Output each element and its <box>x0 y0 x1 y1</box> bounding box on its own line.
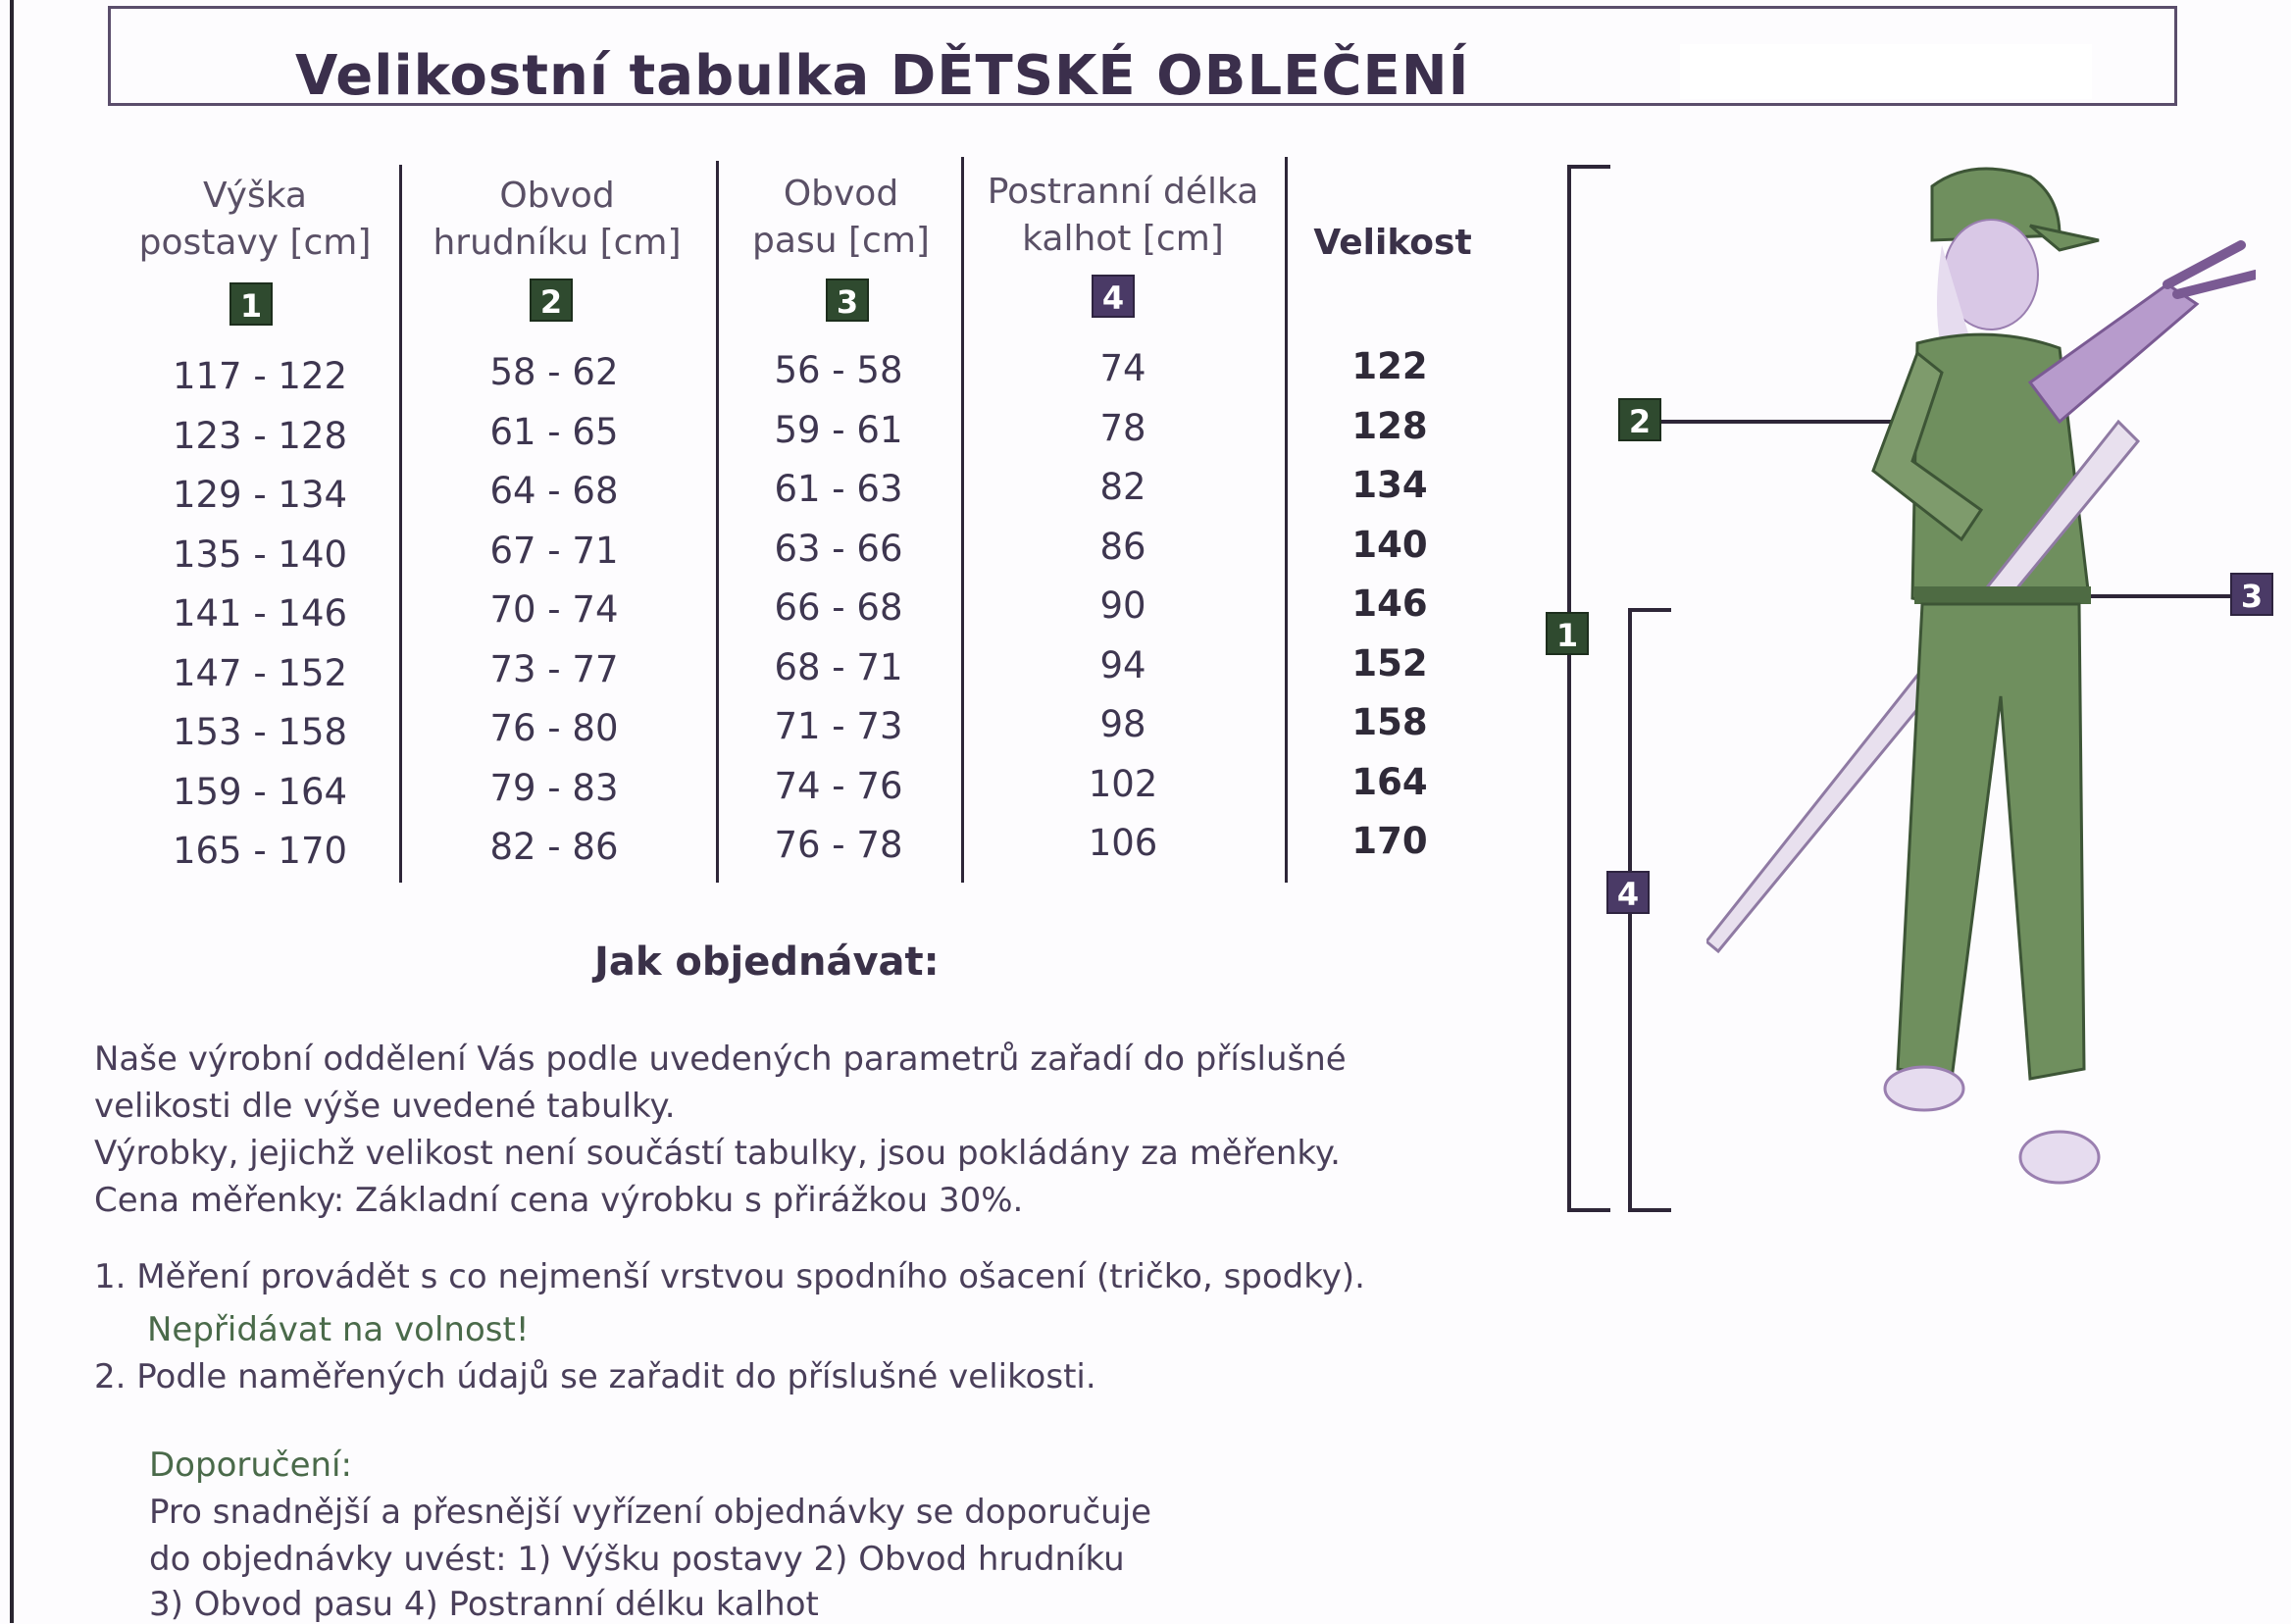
table-cell: 164 <box>1351 760 1428 803</box>
table-cell: 129 - 134 <box>172 474 348 516</box>
child-figure <box>1706 147 2256 1216</box>
marker-2: 2 <box>1618 398 1661 441</box>
table-cell: 128 <box>1351 404 1428 447</box>
table-cell: 74 <box>1099 347 1146 389</box>
column-waist <box>726 341 951 876</box>
header-line: postavy [cm] <box>138 223 372 263</box>
table-cell: 59 - 61 <box>774 408 903 451</box>
table-cell: 122 <box>1351 345 1428 387</box>
table-cell: 74 - 76 <box>774 764 903 807</box>
table-cell: 79 - 83 <box>489 766 619 809</box>
title-box <box>108 6 2177 106</box>
table-cell: 70 - 74 <box>489 588 619 631</box>
table-cell: 67 - 71 <box>489 529 619 572</box>
marker-3: 3 <box>2230 573 2273 616</box>
table-cell: 90 <box>1099 584 1146 627</box>
header-line: pasu [cm] <box>752 221 930 261</box>
column-height <box>147 347 373 882</box>
recommendation-line: do objednávky uvést: 1) Výšku postavy 2) Obvod hrudníku <box>149 1540 1125 1579</box>
header-line: Velikost <box>1313 223 1472 263</box>
table-cell: 159 - 164 <box>172 770 348 813</box>
header-height <box>118 173 392 267</box>
marker-4: 4 <box>1606 871 1650 914</box>
header-line: Postranní délka <box>987 172 1259 212</box>
order-line: Naše výrobní oddělení Vás podle uvedených parametrů zařadí do příslušné <box>94 1040 1347 1079</box>
table-cell: 123 - 128 <box>172 414 348 457</box>
table-cell: 86 <box>1099 525 1146 568</box>
header-line: Výška <box>203 176 307 216</box>
table-cell: 58 - 62 <box>489 351 619 393</box>
table-cell: 71 - 73 <box>774 705 903 747</box>
table-cell: 63 - 66 <box>774 527 903 570</box>
header-line: hrudníku [cm] <box>433 223 682 263</box>
table-cell: 82 <box>1099 466 1146 508</box>
badge-1: 1 <box>229 282 273 326</box>
header-chest <box>410 173 704 267</box>
recommendation-label: Doporučení: <box>149 1446 352 1485</box>
column-divider <box>961 157 964 883</box>
column-trouser-length <box>1025 339 1221 874</box>
table-cell: 141 - 146 <box>172 592 348 634</box>
header-line: Obvod <box>499 176 615 216</box>
column-divider <box>399 165 402 883</box>
redacted-area <box>1680 44 2092 99</box>
table-cell: 165 - 170 <box>172 830 348 872</box>
table-cell: 76 - 80 <box>489 707 619 749</box>
table-cell: 106 <box>1088 822 1158 864</box>
order-line: Výrobky, jejichž velikost není součástí tabulky, jsou pokládány za měřenky. <box>94 1134 1341 1173</box>
table-cell: 61 - 65 <box>489 410 619 453</box>
table-cell: 146 <box>1351 583 1428 625</box>
badge-4: 4 <box>1092 275 1135 318</box>
column-size <box>1292 337 1488 872</box>
section-heading: Jak objednávat: <box>594 939 940 985</box>
table-cell: 117 - 122 <box>172 355 348 397</box>
height-bracket <box>1567 165 1610 1212</box>
table-cell: 82 - 86 <box>489 826 619 868</box>
column-divider <box>1285 157 1288 883</box>
table-cell: 94 <box>1099 643 1146 686</box>
table-cell: 76 - 78 <box>774 824 903 866</box>
step-1: 1. Měření provádět s co nejmenší vrstvou spodního ošacení (tričko, spodky). <box>94 1257 1365 1296</box>
badge-2: 2 <box>530 279 573 322</box>
table-cell: 134 <box>1351 464 1428 506</box>
step-1-note: Nepřidávat na volnost! <box>147 1310 530 1349</box>
badge-3: 3 <box>826 279 869 322</box>
header-line: Obvod <box>783 174 899 214</box>
table-cell: 135 - 140 <box>172 533 348 576</box>
table-cell: 68 - 71 <box>774 645 903 688</box>
page-edge <box>10 0 14 1623</box>
header-line: kalhot [cm] <box>1022 219 1224 259</box>
table-cell: 140 <box>1351 523 1428 566</box>
table-cell: 56 - 58 <box>774 349 903 391</box>
column-chest <box>441 343 667 878</box>
table-cell: 98 <box>1099 703 1146 745</box>
table-cell: 152 <box>1351 641 1428 685</box>
recommendation-line: Pro snadnější a přesnější vyřízení objednávky se doporučuje <box>149 1493 1152 1532</box>
table-cell: 61 - 63 <box>774 468 903 510</box>
table-cell: 153 - 158 <box>172 711 348 753</box>
page-title: Velikostní tabulka DĚTSKÉ OBLEČENÍ <box>295 44 1470 108</box>
step-2: 2. Podle naměřených údajů se zařadit do příslušné velikosti. <box>94 1357 1096 1396</box>
order-line: Cena měřenky: Základní cena výrobku s přirážkou 30%. <box>94 1181 1024 1220</box>
marker-1: 1 <box>1546 612 1589 655</box>
table-cell: 78 <box>1099 406 1146 449</box>
header-waist <box>731 171 951 265</box>
header-trouser-length <box>971 169 1275 263</box>
table-cell: 66 - 68 <box>774 586 903 629</box>
table-cell: 64 - 68 <box>489 470 619 512</box>
order-line: velikosti dle výše uvedené tabulky. <box>94 1087 676 1126</box>
table-cell: 147 - 152 <box>172 651 348 694</box>
header-size <box>1295 220 1491 267</box>
column-divider <box>716 161 719 883</box>
table-cell: 158 <box>1351 701 1428 743</box>
recommendation-line: 3) Obvod pasu 4) Postranní délku kalhot <box>149 1585 819 1624</box>
table-cell: 170 <box>1351 820 1428 862</box>
table-cell: 102 <box>1088 762 1158 805</box>
table-cell: 73 - 77 <box>489 647 619 690</box>
